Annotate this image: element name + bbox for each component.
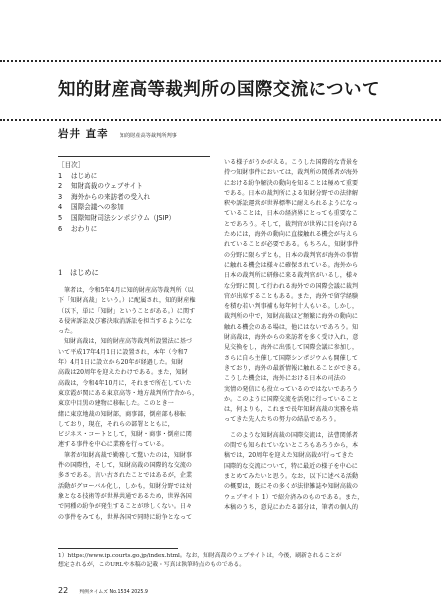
section-heading-1	[58, 268, 99, 278]
text-line: 件の国際性，そして，知財高裁の国際的な交流の	[58, 462, 193, 470]
text-line: 多さである。言い古されたことではあるが，企業	[58, 472, 193, 480]
page-number: 22	[58, 586, 69, 595]
text-line: 東京中目黒の建物に移転した。このとき一	[58, 400, 174, 408]
toc-item	[58, 192, 210, 203]
toc-item-number: 4	[58, 203, 63, 212]
page-footer	[58, 578, 148, 597]
text-line: 裁判所の中で，知財高裁ほど頻繁に海外の動向に	[224, 313, 359, 321]
text-line: 本稿のうち，意見にわたる部分は，筆者の個人的	[224, 503, 359, 511]
toc-item-label: 知財高裁のウェブサイト	[71, 182, 143, 191]
text-line: の分野に限らずとも，日本の裁判官が海外の事情	[224, 251, 359, 259]
text-line: ってきた先人たちの努力の結晶であろう。	[224, 416, 340, 424]
text-line: ウェブサイト 1）で紹介済みのものである。また，	[224, 493, 364, 501]
text-line: 稿では，20周年を迎えた知財高裁が行ってきた	[224, 452, 354, 460]
text-line: における紛争解決の動向を知ることは極めて重要	[224, 179, 359, 187]
table-of-contents	[58, 156, 210, 234]
toc-item-label: はじめに	[71, 171, 98, 180]
text-line: とであろう。そして，裁判官が世界に目を向ける	[224, 220, 359, 228]
journal-citation: 判例タイムズ No.1534 2025.9	[79, 590, 148, 595]
text-line: このような知財高裁の国際交流は，法曹関係者	[230, 431, 359, 439]
text-line: の概要は，既にその多くが法律雑誌や知財高裁の	[224, 483, 359, 491]
toc-item	[58, 213, 210, 224]
text-line: 下「知財高裁」という。）に配属され，知的財産権	[58, 297, 196, 305]
text-line: しており，現在，それらの部署とともに，	[58, 420, 174, 428]
text-line: ためには，海外の動向に直接触れる機会が与えら	[224, 231, 359, 239]
text-line: ビジネス・コートとして，知財・商事・倒産に関	[58, 431, 192, 439]
text-line: 象となる技術等が世界共通であるため，世界各国	[58, 492, 192, 500]
text-line: の間でも知られていないところもあろうから，本	[224, 442, 359, 450]
text-line: った。	[58, 328, 77, 336]
footnote-line: 1）https://www.ip.courts.go.jp/index.html。なお，知財高裁のウェブサイトは，今後，刷新されることが	[58, 553, 342, 559]
text-line: を積む若い判事補も毎年何十人もいる。しかし，	[224, 303, 359, 311]
right-column-text	[224, 158, 387, 513]
text-line: 財高裁は，海外からの来訪者を多く受け入れ，意	[224, 334, 359, 342]
left-column-text	[58, 286, 218, 523]
top-dotted-rule	[0, 60, 441, 62]
text-line: ていることは，日本の経済界にとっても重要なこ	[224, 210, 359, 218]
text-line: 連する事件を中心に業務を行っている。	[58, 441, 168, 449]
footnote	[58, 552, 388, 570]
text-line: か。このように国際交流を活発に行っていること	[224, 395, 359, 403]
text-line: 高裁は，令和4年10月に，それまで所在していた	[58, 379, 192, 387]
author-line	[58, 122, 177, 141]
text-line: 高裁は20周年を迎えたわけである。また，知財	[58, 369, 188, 377]
text-line: 触れる機会のある場は，他にはないであろう。知	[224, 323, 359, 331]
toc-item	[58, 224, 210, 235]
text-line: に触れる機会は様々に確保されている。海外から	[224, 261, 359, 269]
text-line: まとめてみたいと思う。なお，以下に述べる活動	[224, 472, 359, 480]
toc-item-label: おわりに	[71, 224, 98, 233]
text-line: る侵害訴訟及び審決取消訴訟を担当するようにな	[58, 317, 193, 325]
text-line: （以下，単に「知財」ということがある。）に関す	[58, 307, 196, 315]
text-line: 年）4月1日に設立から20年が経過した。知財	[58, 359, 184, 367]
text-line: で同種の紛争が発生することが珍しくない。日々	[58, 503, 193, 511]
text-line: 実情の発信にも役立っているのではないであろう	[224, 385, 359, 393]
author-name: 岩井 直幸	[58, 128, 109, 140]
text-line: である。日本の裁判所による知財分野での法律解	[224, 189, 359, 197]
text-line: 持つ知財事件においては，裁判所の関係者が海外	[224, 169, 359, 177]
text-line: 知財高裁は，知的財産高等裁判所設置法に基づ	[64, 338, 193, 346]
toc-item-number: 3	[58, 192, 63, 201]
text-line: 官が出席することもある。また，海外で留学経験	[224, 292, 359, 300]
text-line: 見交換をし，海外に出張して国際会議に参加し，	[224, 344, 359, 352]
toc-item-label: 国際知財司法シンポジウム（JSIP）	[71, 213, 176, 222]
toc-item-number: 5	[58, 213, 63, 222]
footnote-line: 想定されるが，このURLや本稿の記載・写真は執筆時点のものである。	[58, 561, 246, 568]
toc-item-number: 6	[58, 224, 63, 233]
toc-item	[58, 181, 210, 192]
toc-item-label: 国際会議への参加	[71, 203, 124, 212]
toc-item	[58, 202, 210, 213]
article-title: 知的財産高等裁判所の国際交流について	[58, 80, 380, 100]
footnote-rule	[58, 548, 178, 549]
text-line: は，何よりも，これまで長年知財高裁の実務を培	[224, 406, 359, 414]
text-line: こうした機会は，海外における日本の司法の	[224, 375, 346, 383]
text-line: 釈や訴訟運営が世界標準に耐えられるようになっ	[224, 200, 359, 208]
text-line: れていることが必要である。もちろん，知財事件	[224, 241, 359, 249]
text-line: 日本の裁判所に研修に来る裁判官がいるし，様々	[224, 272, 359, 280]
title-dotted-rule	[0, 119, 441, 121]
toc-item-label: 海外からの来訪者の受入れ	[71, 192, 151, 201]
toc-item-number: 1	[58, 171, 63, 180]
text-line: いる様子がうかがえる。こうした国際的な背景を	[224, 159, 359, 166]
section-number: 1	[58, 268, 63, 277]
author-affiliation: 知的財産高等裁判所判事	[119, 133, 177, 139]
section-title: はじめに	[70, 268, 99, 277]
text-line: 国際的な交流について，特に最近の様子を中心に	[224, 462, 358, 470]
text-line: 東京霞が関にある東京高等・地方裁判所庁舎から，	[58, 389, 199, 397]
toc-item-number: 2	[58, 182, 63, 191]
text-line: 緒に東京地裁の知財部，商事部，倒産部も移転	[58, 410, 187, 418]
toc-heading: ［目次］	[58, 161, 85, 169]
toc-item	[58, 171, 210, 182]
text-line: きており，海外の最新情報に触れることができる。	[224, 364, 365, 372]
text-line: 活動がグローバル化し，しかも，知財分野では対	[58, 482, 192, 490]
text-line: 筆者が知財高裁で勤務して驚いたのは，知財事	[64, 451, 193, 459]
text-line: の事件をみても，世界各国で同時に紛争となって	[58, 513, 193, 521]
text-line: 筆者は，令和5年4月に知的財産高等裁判所（以	[64, 287, 194, 294]
text-line: いて平成17年4月1日に設置され，本年（令和7	[58, 348, 188, 356]
text-line: さらに自ら主催して国際シンポジウムも開催して	[224, 354, 358, 362]
text-line: な分野に関して行われる海外での国際会議に裁判	[224, 282, 359, 290]
